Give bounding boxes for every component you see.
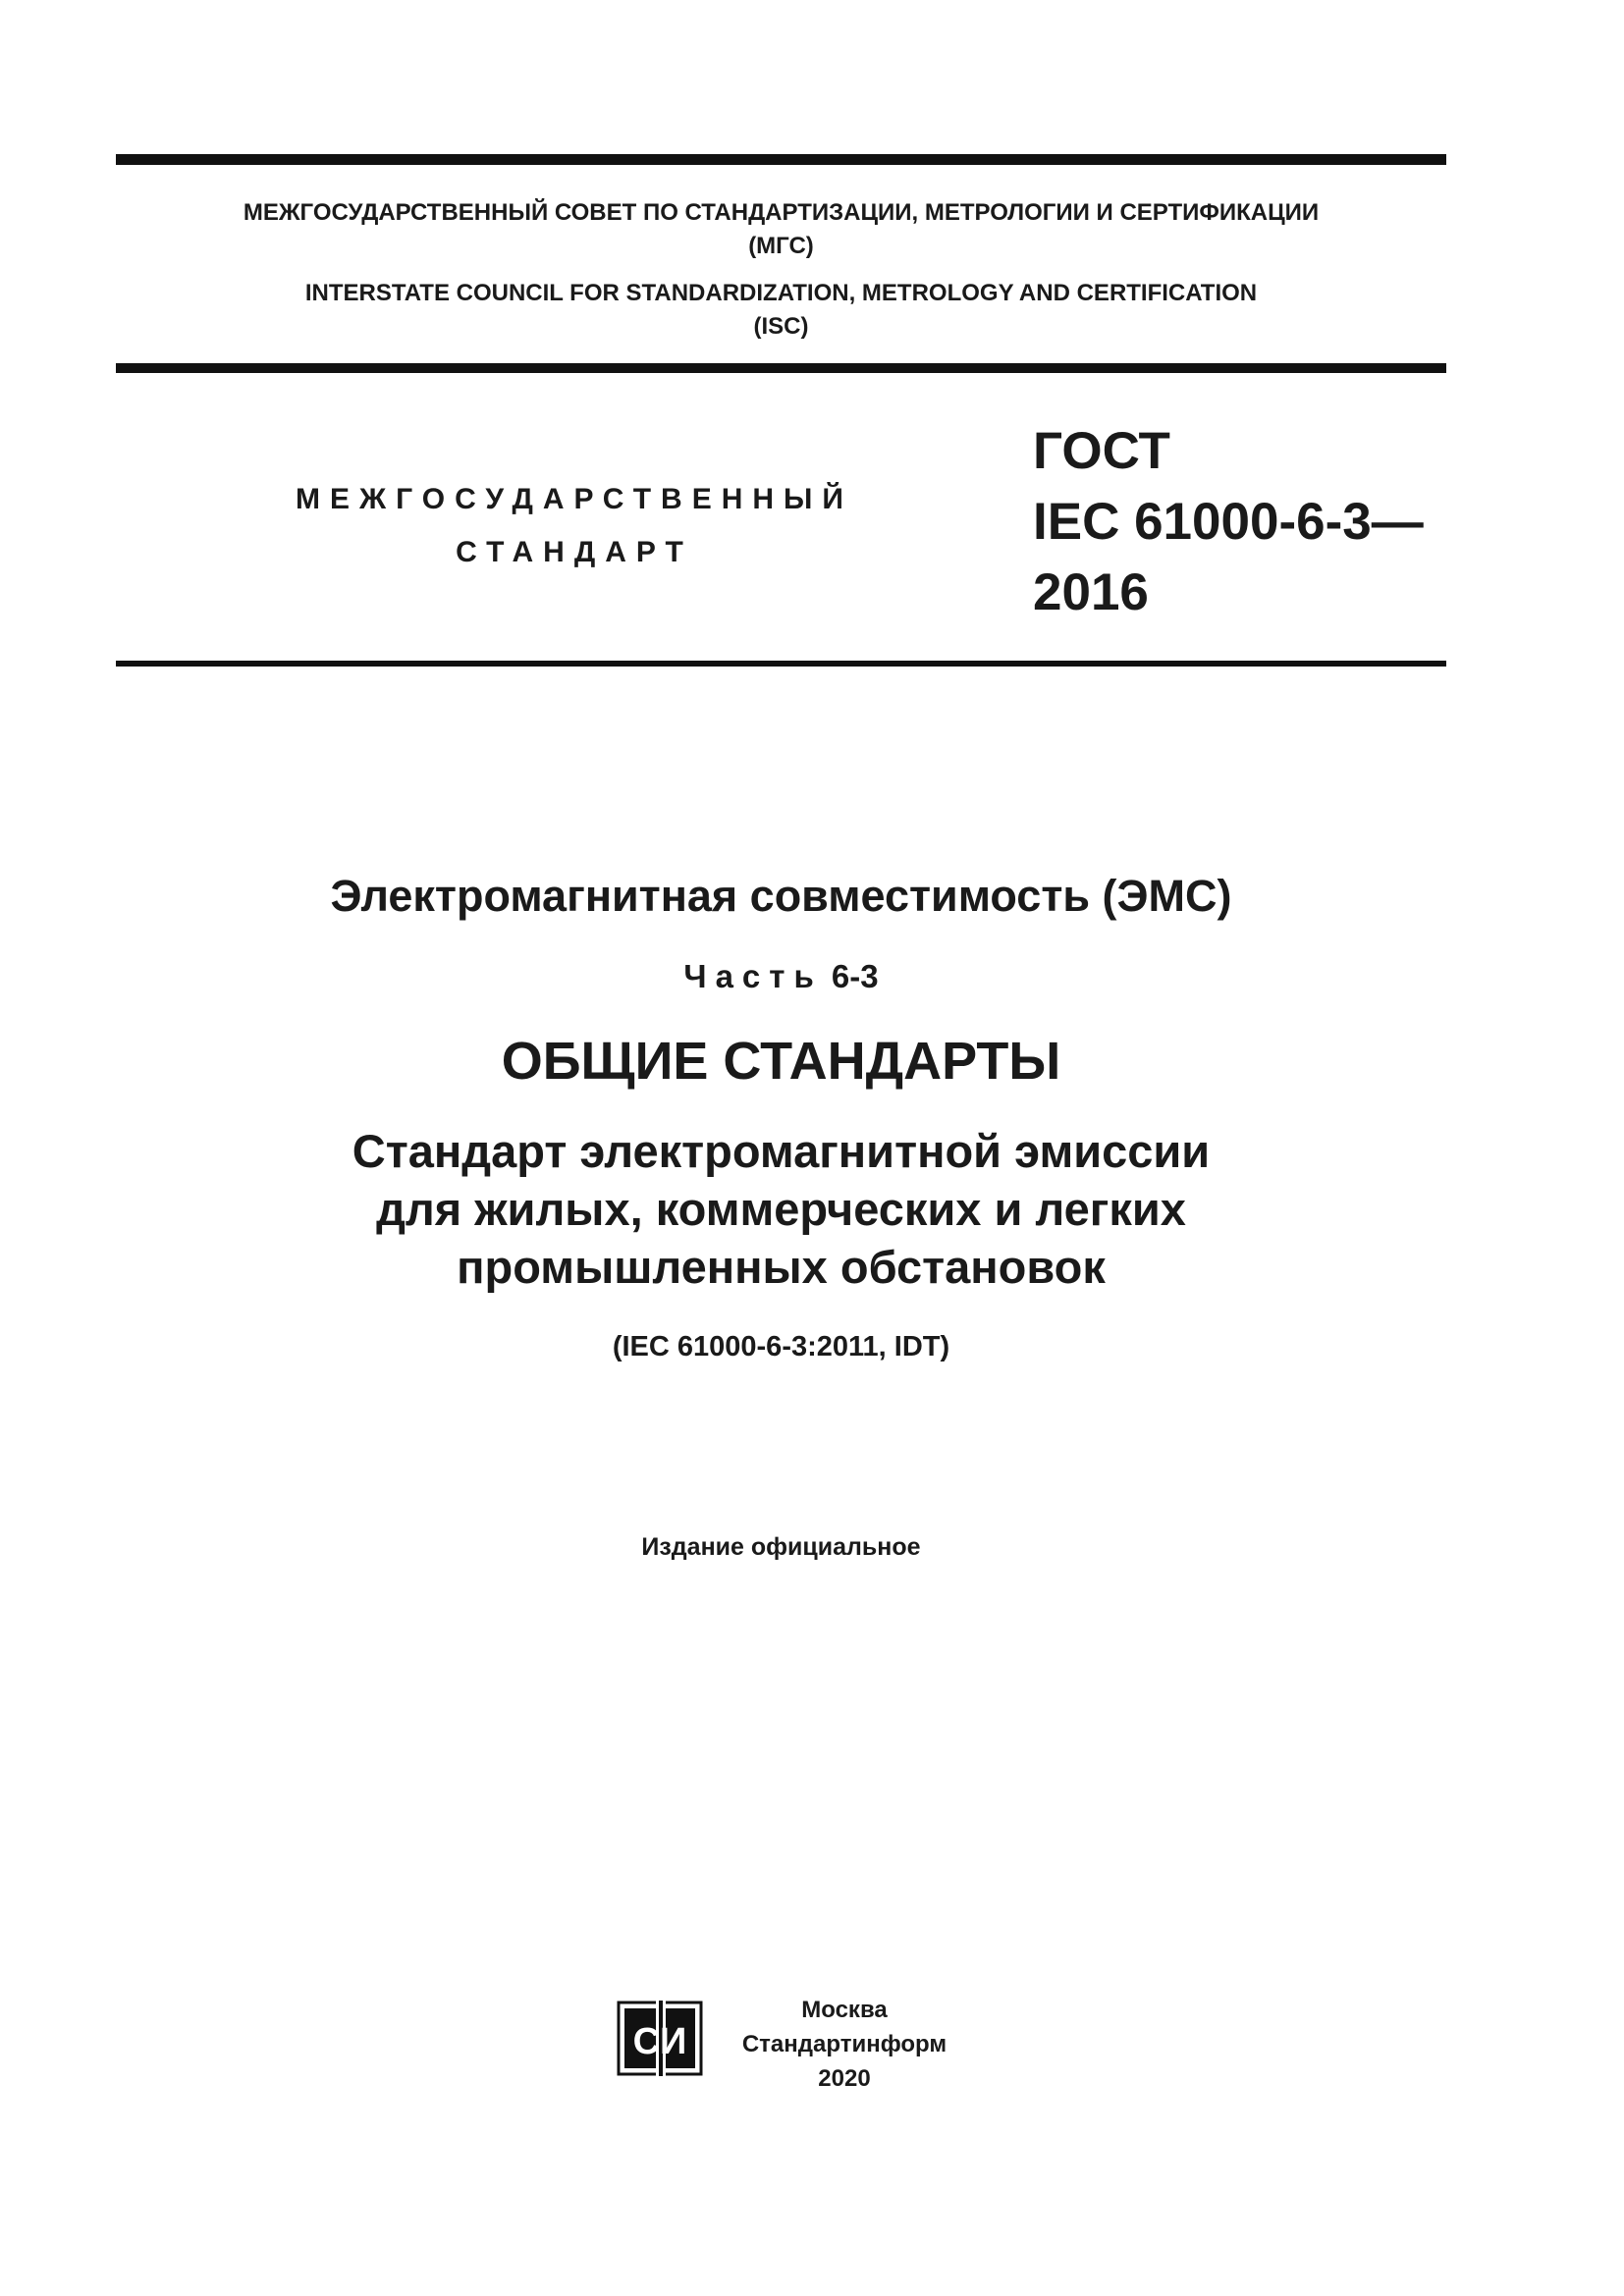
council-abbr-ru: (МГС) [748,233,814,259]
document-title: Электромагнитная совместимость (ЭМС) [330,871,1232,921]
logo-text: СИ [632,2021,687,2062]
part-label [116,958,1446,995]
document-subtitle [116,1122,1446,1296]
publisher-year: 2020 [818,2065,871,2092]
designation-line3: 2016 [1033,563,1149,621]
council-abbr-en: (ISC) [753,313,809,340]
standard-kind [245,473,903,579]
top-rule [116,154,1446,165]
part-word: Часть [683,958,823,994]
header-rule [116,661,1446,667]
publisher-name: Стандартинформ [741,2031,947,2057]
council-name-ru [116,196,1446,263]
part-number: 6-3 [831,958,879,994]
council-rule [116,363,1446,373]
standartinform-logo-icon [617,2001,703,2076]
designation-line1: ГОСТ [1033,422,1170,480]
council-name-en [116,277,1446,344]
subtitle-line1: Стандарт электромагнитной эмиссии [352,1125,1211,1177]
council-name-en-line: INTERSTATE COUNCIL FOR STANDARDIZATION, METROLOGY AND CERTIFICATION [304,280,1258,306]
standard-kind-line1: МЕЖГОСУДАРСТВЕННЫЙ [296,483,853,515]
standard-designation [1033,416,1424,628]
subtitle-line3: промышленных обстановок [457,1241,1106,1293]
edition-note: Издание официальное [641,1533,921,1561]
iec-reference: (IEC 61000-6-3:2011, IDT) [612,1331,950,1362]
standard-kind-line2: СТАНДАРТ [456,536,693,568]
publisher-block [727,1993,962,2096]
subtitle-line2: для жилых, коммерческих и легких [376,1183,1186,1235]
council-name-ru-line: МЕЖГОСУДАРСТВЕННЫЙ СОВЕТ ПО СТАНДАРТИЗАЦИИ, МЕТРОЛОГИИ И СЕРТИФИКАЦИИ [243,199,1320,226]
designation-line2: IEC 61000-6-3— [1033,493,1424,551]
publisher-city: Москва [801,1997,888,2023]
section-title: ОБЩИЕ СТАНДАРТЫ [501,1032,1061,1091]
